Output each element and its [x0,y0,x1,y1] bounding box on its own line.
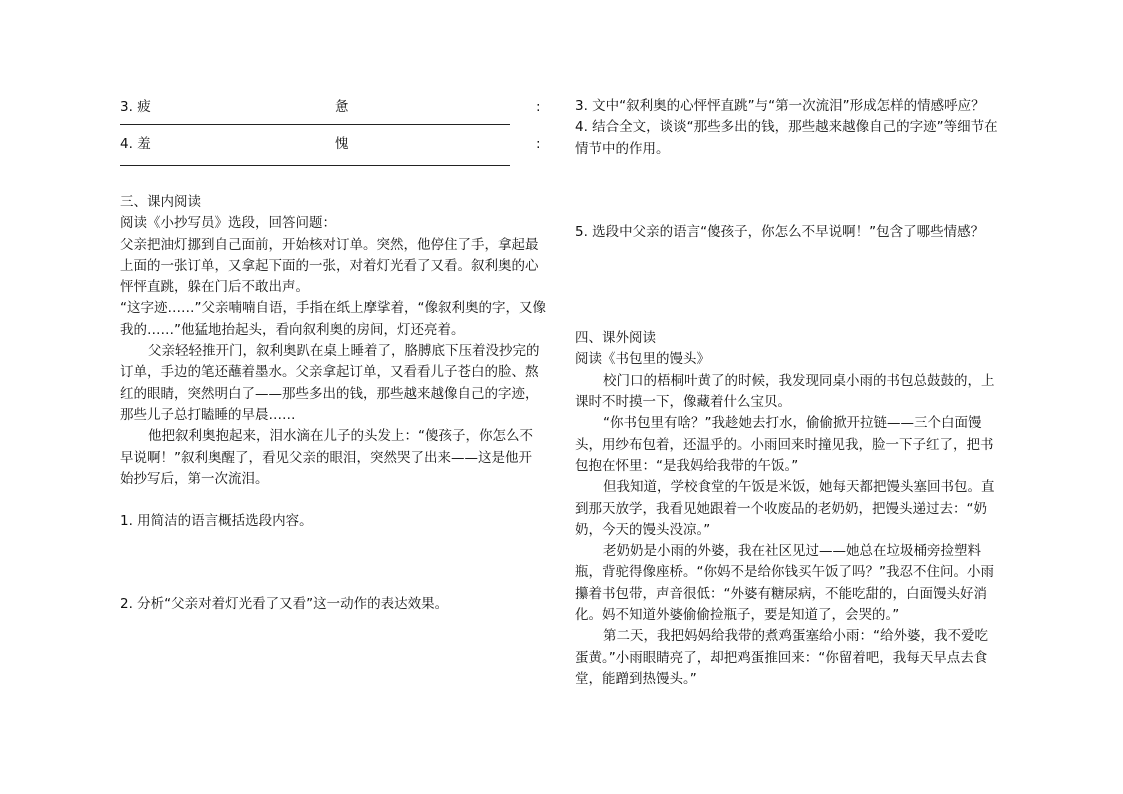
passage-line: 课时不时摸一下，像藏着什么宝贝。 [575,394,791,411]
passage-line: 但我知道，学校食堂的午饭是米饭，她每天都把馒头塞回书包。直 [603,479,995,496]
passage-line: “你书包里有啥？”我趁她去打水，偷偷掀开拉链——三个白面馒 [603,415,982,432]
passage-line: 父亲把油灯挪到自己面前，开始核对订单。突然，他停住了手，拿起最 [120,236,539,253]
passage-line: 怦怦直跳，躲在门后不敢出声。 [120,279,309,296]
passage-line: 那些儿子总打瞌睡的早晨…… [120,406,296,423]
vocab-colon: : [536,136,541,152]
left-column [120,96,560,616]
passage-line: “这字迹……”父亲喃喃自语，手指在纸上摩挲着，“像叙利奥的字，又像 [120,300,546,317]
passage-line: 上面的一张订单，又拿起下面的一张，对着灯光看了又看。叙利奥的心 [120,257,539,274]
passage-line: 第二天，我把妈妈给我带的煮鸡蛋塞给小雨：“给外婆，我不爱吃 [603,628,988,645]
vocab-number: 3. 疲 [120,99,151,115]
right-column [575,96,1005,690]
vocab-number: 4. 羞 [120,136,151,152]
section-intro: 阅读《小抄写员》选段，回答问题： [120,215,336,232]
vocab-char-1: 疲 [137,99,151,115]
passage [120,235,560,491]
passage-line: 红的眼睛，突然明白了——那些多出的钱，那些越来越像自己的字迹， [120,385,539,402]
vocab-char-2: 愧 [335,136,349,152]
passage-line: 老奶奶是小雨的外婆，我在社区见过——她总在垃圾桶旁捡塑料 [603,543,981,560]
question-2: 2. 分析“父亲对着灯光看了又看”这一动作的表达效果。 [120,596,449,613]
passage-line: 他把叙利奥抱起来，泪水滴在儿子的头发上：“傻孩子，你怎么不 [148,428,533,445]
passage-line: 父亲轻轻推开门，叙利奥趴在桌上睡着了，胳膊底下压着没抄完的 [148,343,540,360]
vocab-char-1: 羞 [137,136,151,152]
question-1: 1. 用简洁的语言概括选段内容。 [120,513,313,530]
passage [575,371,1005,690]
section-heading: 四、课外阅读 [575,330,656,347]
passage-line: 蛋黄。”小雨眼睛亮了，却把鸡蛋推回来：“你留着吧，我每天早点去食 [575,649,988,666]
answer-line[interactable] [120,124,510,125]
vocab-item-3 [120,96,560,118]
passage-line: 瓶，背驼得像座桥。“你妈不是给你钱买午饭了吗？”我忍不住问。小雨 [575,564,994,581]
passage-line: 订单，手边的笔还蘸着墨水。父亲拿起订单，又看看儿子苍白的脸、熬 [120,364,539,381]
passage-line: 头，用纱布包着，还温乎的。小雨回来时撞见我，脸一下子红了，把书 [575,436,994,453]
passage-line: 攥着书包带，声音很低：“外婆有糖尿病，不能吃甜的，白面馒头好消 [575,585,987,602]
passage-line: 到那天放学，我看见她跟着一个收废品的老奶奶，把馒头递过去：“奶 [575,500,987,517]
answer-line[interactable] [120,165,510,166]
passage-line: 奶，今天的馒头没凉。” [575,521,711,538]
vocab-colon: : [536,99,541,115]
passage-line: 堂，能蹭到热馒头。” [575,670,697,687]
passage-line: 我的……”他猛地抬起头，看向叙利奥的房间，灯还亮着。 [120,321,465,338]
passage-line: 始抄写后，第一次流泪。 [120,470,269,487]
passage-line: 早说啊！”叙利奥醒了，看见父亲的眼泪，突然哭了出来——这是他开 [120,449,532,466]
passage-line: 化。妈不知道外婆偷偷捡瓶子，要是知道了，会哭的。” [575,607,900,624]
section-heading: 三、课内阅读 [120,194,201,210]
question-4-cont: 情节中的作用。 [575,140,670,157]
passage-line: 包抱在怀里：“是我妈给我带的午饭。” [575,457,799,474]
question-3: 3. 文中“叙利奥的心怦怦直跳”与“第一次流泪”形成怎样的情感呼应？ [575,98,985,114]
vocab-item-4 [120,133,560,155]
question-4: 4. 结合全文，谈谈“那些多出的钱，那些越来越像自己的字迹”等细节在 [575,119,998,136]
question-5: 5. 选段中父亲的语言“傻孩子，你怎么不早说啊！”包含了哪些情感？ [575,223,985,240]
passage-line: 校门口的梧桐叶黄了的时候，我发现同桌小雨的书包总鼓鼓的，上 [603,372,995,389]
section-intro: 阅读《书包里的馒头》 [575,351,710,368]
vocab-char-2: 惫 [335,99,349,115]
